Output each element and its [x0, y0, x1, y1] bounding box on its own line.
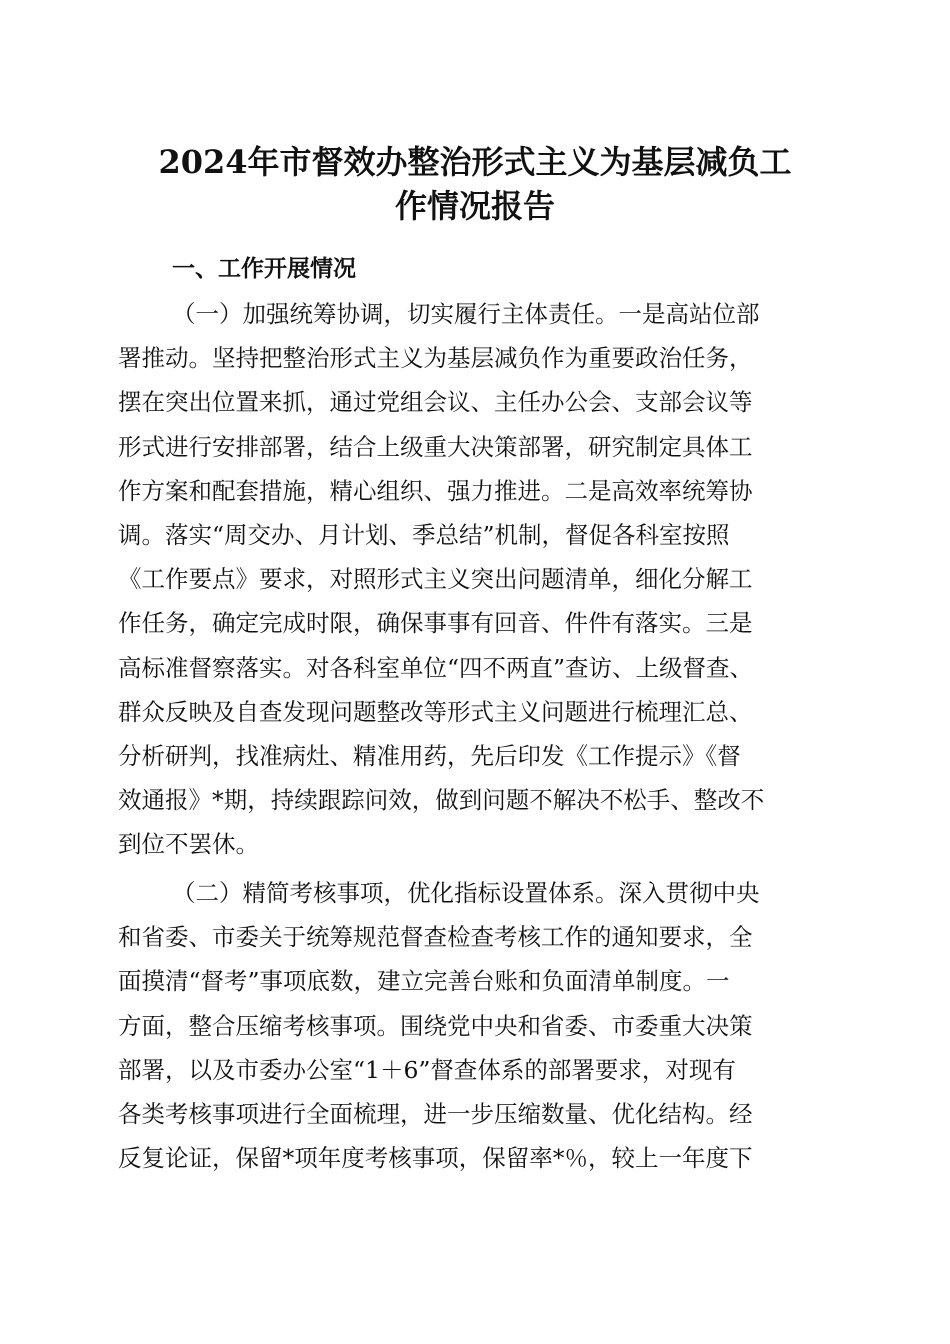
paragraph-line: 分析研判，找准病灶、精准用药，先后印发《工作提示》《督 [118, 741, 741, 770]
section-heading-1: 一、工作开展情况 [172, 256, 356, 282]
paragraph-line: 群众反映及自查发现问题整改等形式主义问题进行梳理汇总、 [118, 697, 753, 726]
document-title [118, 140, 832, 228]
title-line-2: 作情况报告 [394, 187, 555, 225]
paragraph-line: 形式进行安排部署，结合上级重大决策部署，研究制定具体工 [118, 432, 753, 461]
paragraph-line: 作任务，确定完成时限，确保事事有回音、件件有落实。三是 [118, 609, 753, 638]
title-line-1: 2024年市督效办整治形式主义为基层减负工 [158, 143, 792, 181]
paragraph-line: 反复论证，保留*项年度考核事项，保留率*％，较上一年度下 [118, 1144, 753, 1173]
paragraph-2 [118, 871, 832, 1180]
paragraph-line: 到位不罢休。 [118, 830, 259, 859]
paragraph-line: 效通报》*期，持续跟踪问效，做到问题不解决不松手、整改不 [118, 786, 765, 815]
paragraph-line: （一）加强统筹协调，切实履行主体责任。一是高站位部 [172, 300, 760, 328]
paragraph-line: （二）精简考核事项，优化指标设置体系。深入贯彻中央 [172, 879, 760, 907]
paragraph-line: 摆在突出位置来抓，通过党组会议、主任办公会、支部会议等 [118, 388, 753, 417]
paragraph-line: 和省委、市委关于统筹规范督查检查考核工作的通知要求，全 [118, 923, 753, 952]
paragraph-1 [118, 292, 832, 866]
paragraph-line: 面摸清“督考”事项底数，建立完善台账和负面清单制度。一 [118, 967, 730, 996]
paragraph-line: 作方案和配套措施，精心组织、强力推进。二是高效率统筹协 [118, 476, 753, 505]
paragraph-line: 调。落实“周交办、月计划、季总结”机制，督促各科室按照 [118, 520, 730, 549]
paragraph-line: 高标准督察落实。对各科室单位“四不两直”查访、上级督查、 [118, 653, 754, 682]
paragraph-line: 《工作要点》要求，对照形式主义突出问题清单，细化分解工 [118, 565, 753, 594]
paragraph-line: 方面，整合压缩考核事项。围绕党中央和省委、市委重大决策 [118, 1011, 753, 1040]
paragraph-line: 各类考核事项进行全面梳理，进一步压缩数量、优化结构。经 [118, 1099, 753, 1128]
paragraph-line: 部署，以及市委办公室“1＋6”督查体系的部署要求，对现有 [118, 1055, 736, 1084]
paragraph-line: 署推动。坚持把整治形式主义为基层减负作为重要政治任务， [118, 344, 753, 373]
